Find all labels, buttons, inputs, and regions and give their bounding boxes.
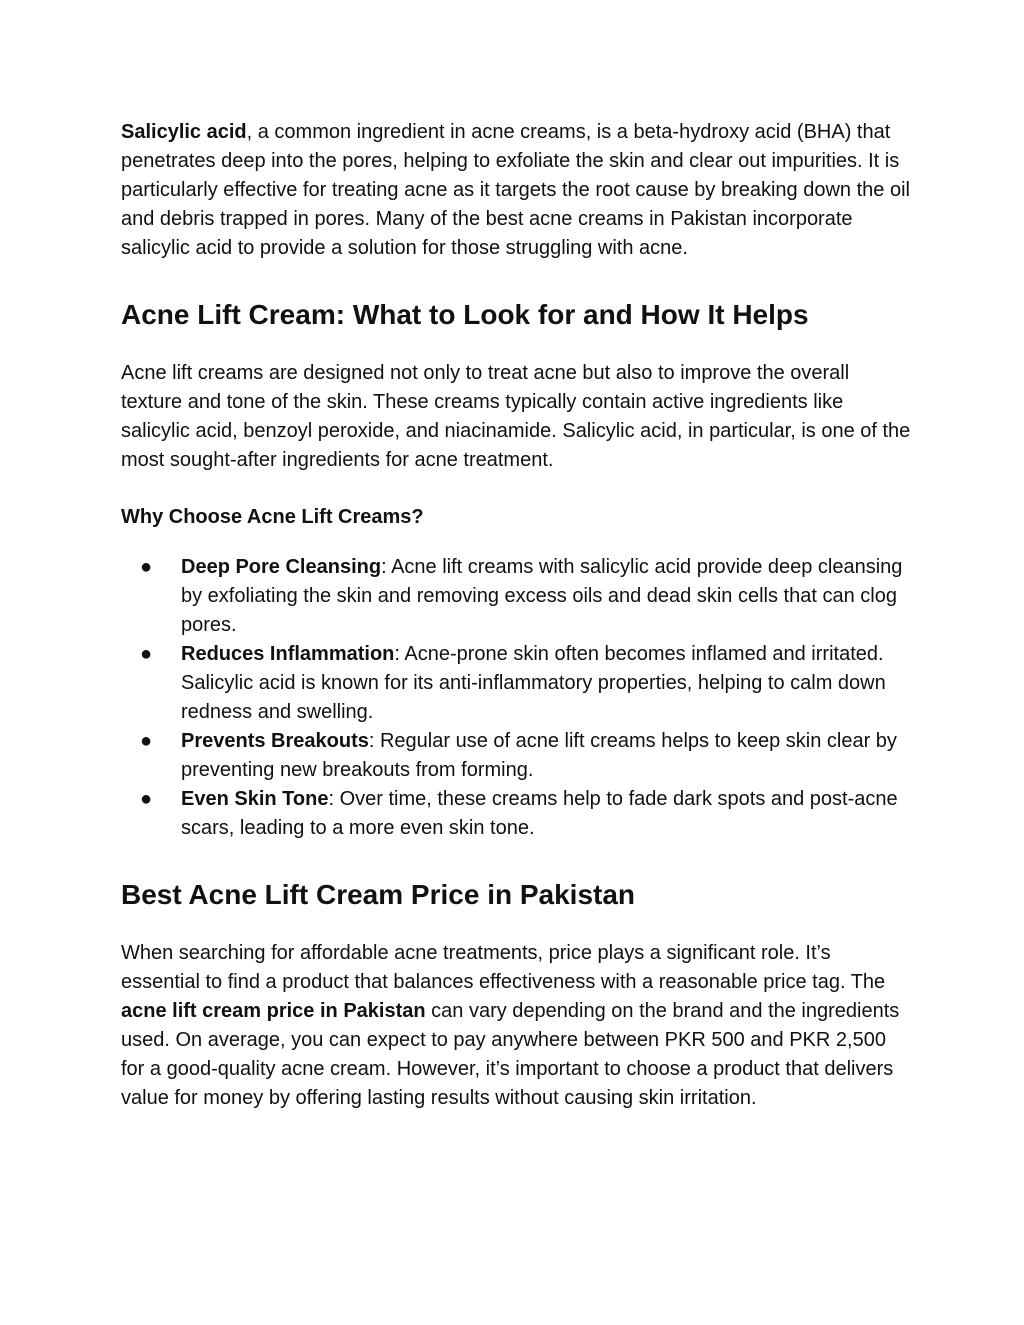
intro-text: , a common ingredient in acne creams, is a beta-hydroxy acid (BHA) that penetrates deep into the pores, helping to exfoliate the skin and clear out impurities. It is particularly effective for treating acne as it targets the root cause by breaking down the oil and debris trapped in pores. Many of the best acne creams in Pakistan incorporate salicylic acid to provide a solution for those struggling with acne.	[121, 121, 910, 259]
list-item-text: : Regular use of acne lift creams helps to keep skin clear by preventing new breakouts from forming.	[181, 730, 897, 781]
list-item-bold: Prevents Breakouts	[181, 730, 369, 752]
list-item-bold: Even Skin Tone	[181, 788, 329, 810]
section2-text-before: When searching for affordable acne treatments, price plays a significant role. It’s essential to find a product that balances effectiveness with a reasonable price tag. The	[121, 942, 886, 993]
list-item	[121, 640, 911, 727]
section2-paragraph	[121, 939, 911, 1113]
list-item	[121, 727, 911, 785]
bullet-icon: ●	[140, 643, 153, 665]
bullet-icon: ●	[140, 556, 153, 578]
list-item-bold: Deep Pore Cleansing	[181, 556, 382, 578]
document-content	[121, 118, 911, 1113]
list-item	[121, 553, 911, 640]
benefits-list	[121, 553, 911, 843]
list-item	[121, 785, 911, 843]
list-item-text: : Acne-prone skin often becomes inflamed and irritated. Salicylic acid is known for its anti-inflammatory properties, helping to calm down redness and swelling.	[181, 643, 886, 723]
section2-bold-phrase: acne lift cream price in Pakistan	[121, 1000, 426, 1022]
section1-paragraph: Acne lift creams are designed not only to treat acne but also to improve the overall texture and tone of the skin. These creams typically contain active ingredients like salicylic acid, benzoyl peroxide, and niacinamide. Salicylic acid, in particular, is one of the most sought-after ingredients for acne treatment.	[121, 362, 911, 471]
bullet-icon: ●	[140, 788, 153, 810]
list-item-text: : Acne lift creams with salicylic acid provide deep cleansing by exfoliating the skin and removing excess oils and dead skin cells that can clog pores.	[181, 556, 903, 636]
section-heading-price: Best Acne Lift Cream Price in Pakistan	[121, 879, 636, 910]
section-heading-acne-lift-cream: Acne Lift Cream: What to Look for and How It Helps	[121, 299, 809, 330]
list-item-bold: Reduces Inflammation	[181, 643, 395, 665]
intro-bold-term: Salicylic acid	[121, 121, 247, 143]
section2-text-after: can vary depending on the brand and the ingredients used. On average, you can expect to pay anywhere between PKR 500 and PKR 2,500 for a good-quality acne cream. However, it’s important to choose a product that delivers value for money by offering lasting results without causing skin irritation.	[121, 1000, 900, 1109]
list-item-text: : Over time, these creams help to fade dark spots and post-acne scars, leading to a more even skin tone.	[181, 788, 898, 839]
intro-paragraph	[121, 118, 911, 263]
bullet-icon: ●	[140, 730, 153, 752]
subheading-why-choose: Why Choose Acne Lift Creams?	[121, 506, 424, 528]
